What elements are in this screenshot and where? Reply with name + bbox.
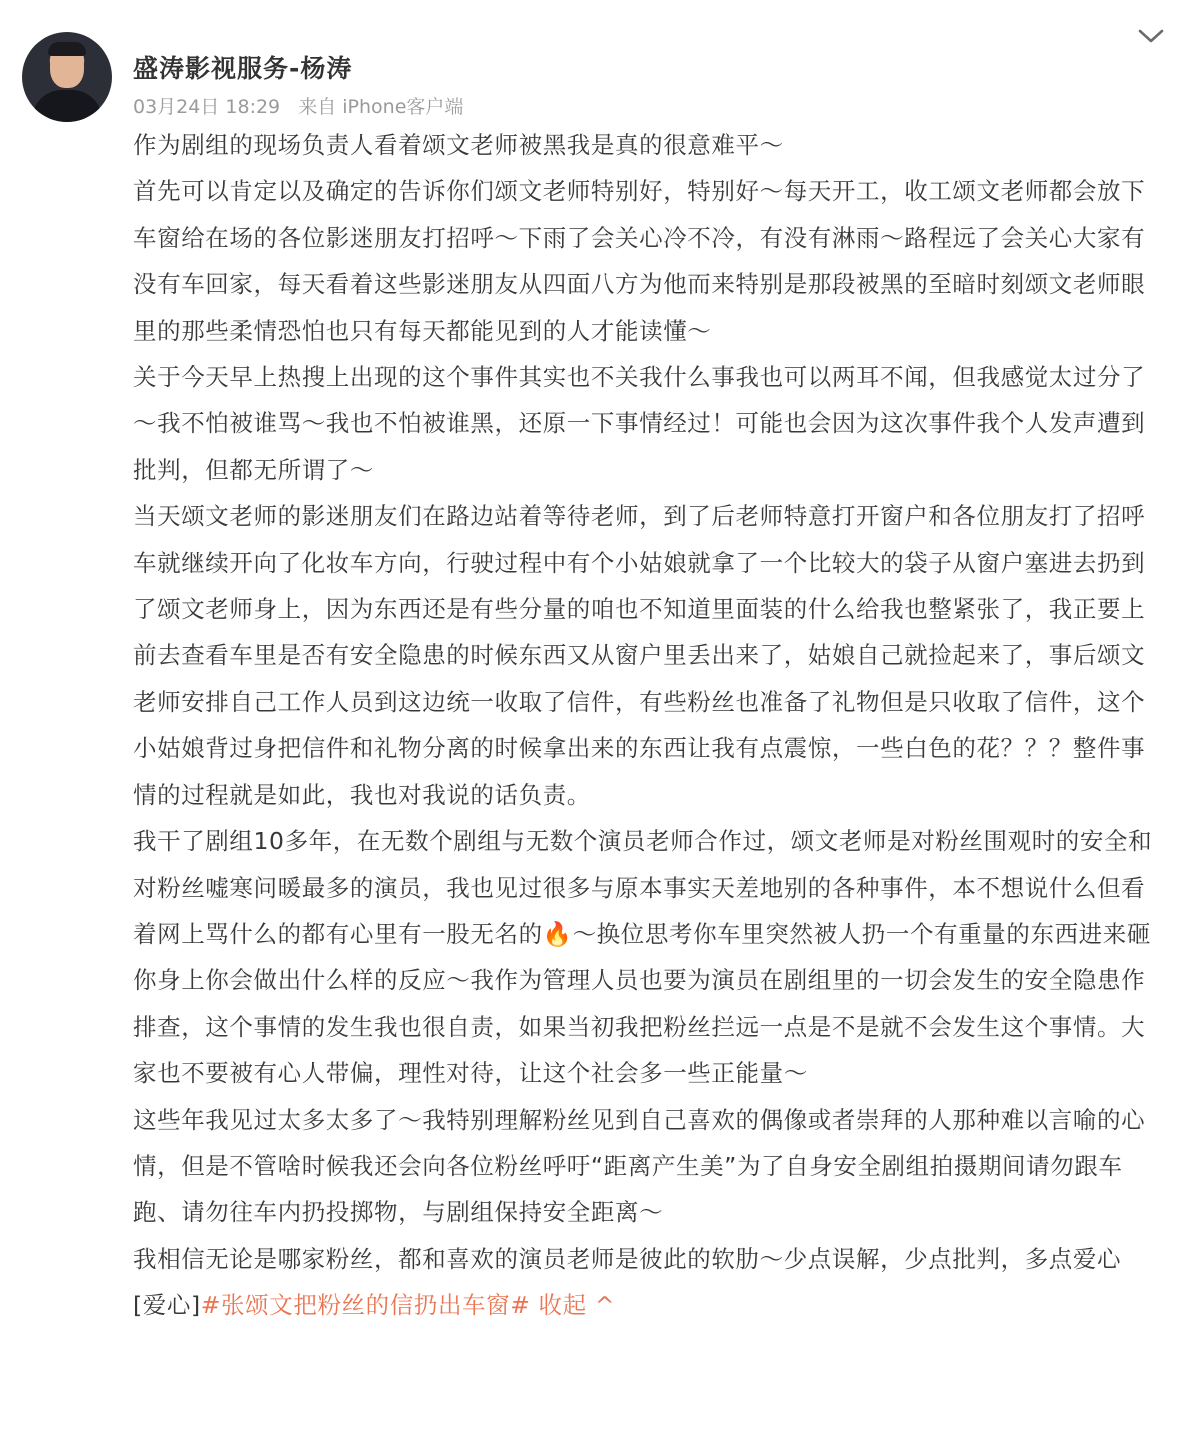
avatar-body — [32, 90, 102, 122]
paragraph-2: 首先可以肯定以及确定的告诉你们颂文老师特别好，特别好～每天开工，收工颂文老师都会放下车窗给在场的各位影迷朋友打招呼～下雨了会关心冷不冷，有没有淋雨～路程远了会关心大家有没有车回家，每天看着这些影迷朋友从四面八方为他而来特别是那段被黑的至暗时刻颂文老师眼里的那些柔情恐怕也只有每天都能见到的人才能读懂～ — [133, 177, 1146, 345]
paragraph-5-part-2: ～换位思考你车里突然被人扔一个有重量的东西进来砸你身上你会做出什么样的反应～我作为管理人员也要为演员在剧组里的一切会发生的安全隐患作排查，这个事情的发生我也很自责，如果当初我把粉丝拦远一点是不是就不会发生这个事情。大家也不要被有心人带偏，理性对待，让这个社会多一些正能量～ — [133, 919, 1151, 1088]
avatar-hair — [48, 42, 86, 56]
post-meta — [133, 92, 463, 119]
fire-icon: 🔥 — [542, 919, 573, 948]
collapse-button[interactable] — [539, 1291, 616, 1319]
avatar[interactable] — [22, 32, 112, 122]
author-name[interactable]: 盛涛影视服务-杨涛 — [133, 54, 353, 83]
paragraph-3: 关于今天早上热搜上出现的这个事件其实也不关我什么事我也可以两耳不闻，但我感觉太过分了～我不怕被谁骂～我也不怕被谁黑，还原一下事情经过！可能也会因为这次事件我个人发声遭到批判，但都无所谓了～ — [133, 363, 1146, 484]
paragraph-5-part-1: 我干了剧组10多年，在无数个剧组与无数个演员老师合作过，颂文老师是对粉丝围观时的安全和对粉丝嘘寒问暖最多的演员，我也见过很多与原本事实天差地别的各种事件，本不想说什么但看着网上骂什么的都有心里有一股无名的 — [133, 827, 1153, 948]
paragraph-5 — [133, 818, 1153, 1096]
paragraph-7 — [133, 1236, 1153, 1329]
collapse-label: 收起 — [538, 1291, 587, 1320]
chevron-down-icon[interactable] — [1137, 26, 1165, 46]
post-content — [133, 122, 1153, 1329]
paragraph-1: 作为剧组的现场负责人看着颂文老师被黑我是真的很意难平～ — [133, 131, 784, 159]
chevron-up-icon: ^ — [594, 1291, 616, 1320]
hashtag-link[interactable]: #张颂文把粉丝的信扔出车窗# — [200, 1291, 531, 1320]
paragraph-4: 当天颂文老师的影迷朋友们在路边站着等待老师，到了后老师特意打开窗户和各位朋友打了招呼车就继续开向了化妆车方向，行驶过程中有个小姑娘就拿了一个比较大的袋子从窗户塞进去扔到了颂文老师身上，因为东西还是有些分量的咱也不知道里面装的什么给我也整紧张了，我正要上前去查看车里是否有安全隐患的时候东西又从窗户里丢出来了，姑娘自己就捡起来了，事后颂文老师安排自己工作人员到这边统一收取了信件，有些粉丝也准备了礼物但是只收取了信件，这个小姑娘背过身把信件和礼物分离的时候拿出来的东西让我有点震惊，一些白色的花？？？整件事情的过程就是如此，我也对我说的话负责。 — [133, 502, 1146, 809]
paragraph-7-text: 我相信无论是哪家粉丝，都和喜欢的演员老师是彼此的软肋～少点误解，少点批判，多点爱心[爱心] — [133, 1244, 1122, 1320]
post-source: 来自 iPhone客户端 — [298, 96, 464, 118]
post-date: 03月24日 18:29 — [133, 96, 281, 118]
paragraph-6: 这些年我见过太多太多了～我特别理解粉丝见到自己喜欢的偶像或者崇拜的人那种难以言喻的心情，但是不管啥时候我还会向各位粉丝呼吁“距离产生美”为了自身安全剧组拍摄期间请勿跟车跑、请勿往车内扔投掷物，与剧组保持安全距离～ — [133, 1105, 1146, 1227]
